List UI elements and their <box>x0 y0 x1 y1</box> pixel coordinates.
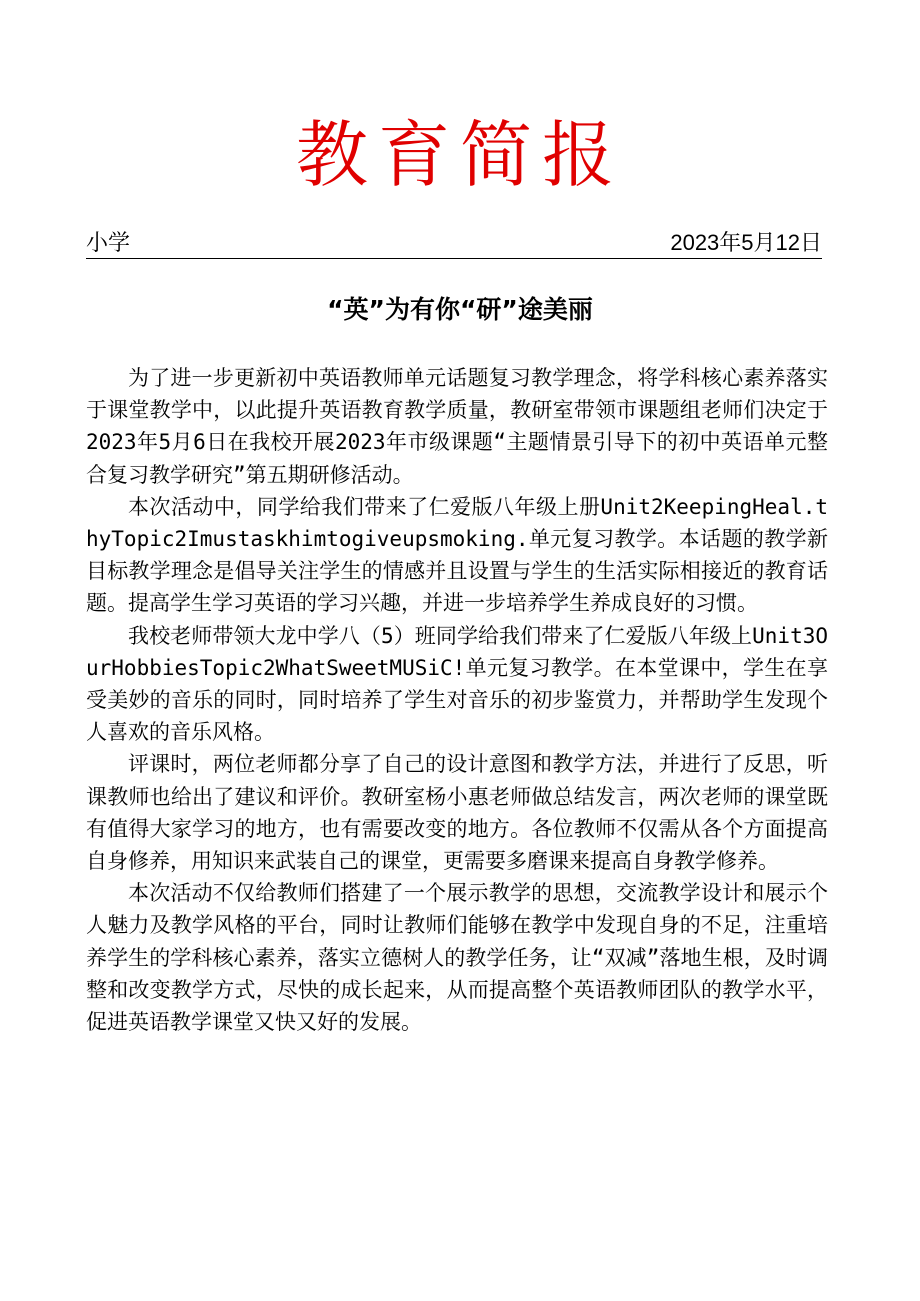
article-body <box>86 362 828 1038</box>
paragraph: 我校老师带领大龙中学八（5）班同学给我们带来了仁爱版八年级上Unit3OurHobbiesTopic2WhatSweetMUSiC!单元复习教学。在本堂课中，学生在享受美妙的音乐的同时，同时培养了学生对音乐的初步鉴赏力，并帮助学生发现个人喜欢的音乐风格。 <box>86 623 828 745</box>
meta-line <box>86 228 822 259</box>
paragraph: 本次活动不仅给教师们搭建了一个展示教学的思想，交流教学设计和展示个人魅力及教学风格的平台，同时让教师们能够在教学中发现自身的不足，注重培养学生的学科核心素养，落实立德树人的教学任务，让“双减”落地生根，及时调整和改变教学方式，尽快的成长起来，从而提高整个英语教师团队的教学水平，促进英语教学课堂又快又好的发展。 <box>86 881 828 1035</box>
paragraph: 评课时，两位老师都分享了自己的设计意图和教学方法，并进行了反思，听课教师也给出了建议和评价。教研室杨小惠老师做总结发言，两次老师的课堂既有值得大家学习的地方，也有需要改变的地方。各位教师不仅需从各个方面提高自身修养，用知识来武装自己的课堂，更需要多磨课来提高自身教学修养。 <box>86 752 828 874</box>
newsletter-masthead: 教育简报 <box>295 113 624 197</box>
issue-date: 2023年5月12日 <box>670 230 822 255</box>
school-label: 小学 <box>86 230 131 255</box>
paragraph: 为了进一步更新初中英语教师单元话题复习教学理念，将学科核心素养落实于课堂教学中，以此提升英语教育教学质量，教研室带领市课题组老师们决定于2023年5月6日在我校开展2023年市级课题“主题情景引导下的初中英语单元整合复习教学研究”第五期研修活动。 <box>86 366 828 487</box>
paragraph: 本次活动中，同学给我们带来了仁爱版八年级上册Unit2KeepingHeal.thyTopic2Imustaskhimtogiveupsmoking.单元复习教学。本话题的教学新目标教学理念是倡导关注学生的情感并且设置与学生的生活实际相接近的教育话题。提高学生学习英语的学习兴趣，并进一步培养学生养成良好的习惯。 <box>86 494 828 616</box>
article-title: “英”为有你“研”途美丽 <box>327 295 593 324</box>
